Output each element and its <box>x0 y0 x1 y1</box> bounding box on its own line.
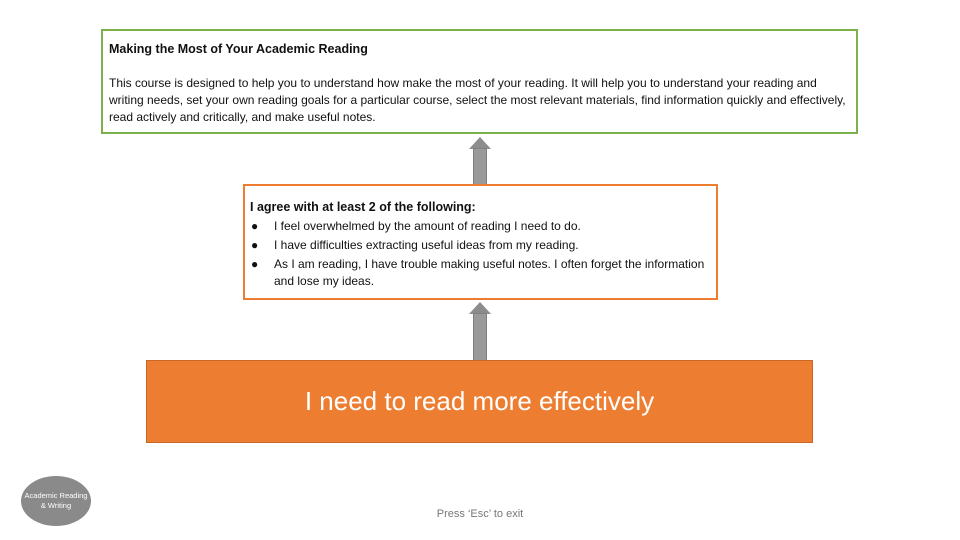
agree-criteria-box <box>243 184 718 300</box>
course-description: This course is designed to help you to understand how make the most of your reading. It will help you to understand your reading and writing needs, set your own reading goals for a particular course, select the most relevant materials, find information quickly and effectively, read actively and critically, and make useful notes. <box>109 76 846 124</box>
agree-title: I agree with at least 2 of the following: <box>250 200 476 214</box>
list-item <box>245 256 705 290</box>
list-item <box>245 237 705 254</box>
bullet-dot-icon: ● <box>251 219 259 233</box>
logo-text: Academic Reading & Writing <box>24 491 88 510</box>
need-banner <box>146 360 813 443</box>
list-item <box>245 218 705 235</box>
bullet-dot-icon: ● <box>251 257 259 271</box>
banner-text: I need to read more effectively <box>304 386 655 416</box>
list-item-text: I feel overwhelmed by the amount of reading I need to do. <box>274 219 581 233</box>
list-item-text: I have difficulties extracting useful ideas from my reading. <box>274 238 579 252</box>
course-description-box <box>101 29 858 134</box>
exit-hint: Press ‘Esc’ to exit <box>436 508 524 520</box>
bullet-dot-icon: ● <box>251 238 259 252</box>
list-item-text: As I am reading, I have trouble making useful notes. I often forget the information and lose my ideas. <box>274 257 705 288</box>
agree-list <box>245 218 705 292</box>
course-title: Making the Most of Your Academic Reading <box>109 42 368 56</box>
